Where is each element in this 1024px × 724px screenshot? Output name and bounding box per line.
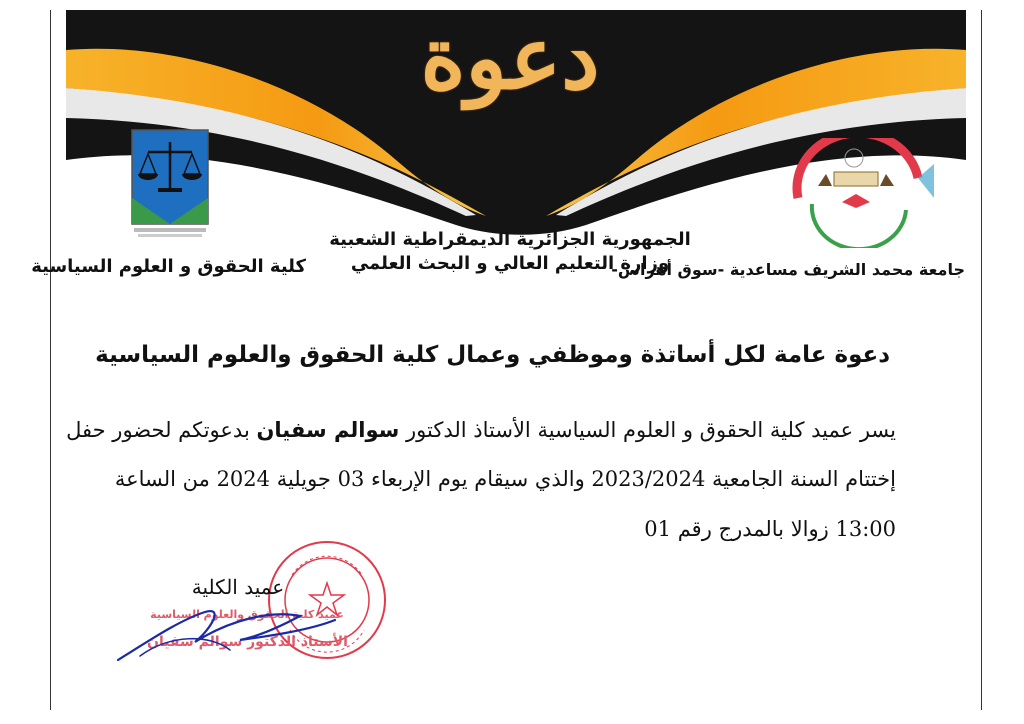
republic-name: الجمهورية الجزائرية الديمقراطية الشعبية: [329, 229, 691, 250]
dean-name: سوالم سفيان: [256, 418, 400, 442]
faculty-name: كلية الحقوق و العلوم السياسية: [31, 256, 306, 277]
line1-after: بدعوتكم لحضور حفل: [66, 418, 250, 442]
invitation-line-2: إختتام السنة الجامعية 2023/2024 والذي سيقام يوم الإربعاء 03 جويلية 2024 من الساعة: [114, 467, 896, 491]
handwritten-signature: [110, 590, 340, 670]
signature-name: الأستاذ الدكتور سوالم سفيان: [147, 634, 348, 650]
ministry-name: وزارة التعليم العالي و البحث العلمي: [350, 253, 670, 274]
university-logo: [778, 138, 938, 248]
university-name: جامعة محمد الشريف مساعدية -سوق أهراس-: [611, 260, 965, 279]
invitation-line-3: 13:00 زوالا بالمدرج رقم 01: [644, 517, 896, 541]
signature-title: عميد الكلية: [191, 575, 285, 599]
invitation-subtitle: دعوة عامة لكل أساتذة وموظفي وعمال كلية الحقوق والعلوم السياسية: [95, 342, 890, 368]
signature-department: عميد كلية الحقوق والعلوم السياسية: [150, 608, 344, 621]
line1-before: يسر عميد كلية الحقوق و العلوم السياسية الأستاذ الدكتور: [406, 418, 896, 442]
faculty-logo: [128, 128, 212, 240]
invitation-line-1: [66, 418, 896, 442]
invitation-title: دعوة: [420, 8, 600, 109]
